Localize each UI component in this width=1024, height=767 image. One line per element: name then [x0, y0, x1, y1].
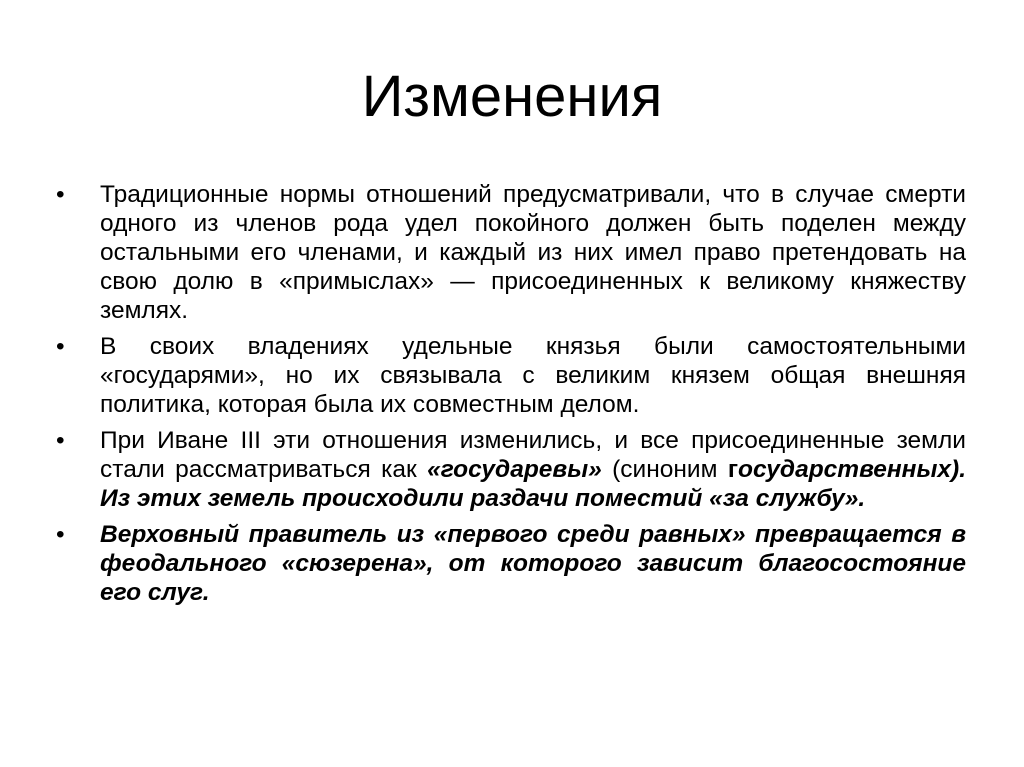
bullet-text-plain: При Иване III эти отношения изменились, и все присоединенные земли стали рассматриваться как	[100, 427, 966, 483]
bullet-item	[56, 426, 966, 513]
bullet-text	[100, 427, 966, 512]
bullet-text-bold: г	[727, 456, 739, 483]
bullet-text-emphasis: осударственных). Из этих земель происходили раздачи поместий «за службу».	[100, 456, 966, 512]
bullet-icon: •	[56, 521, 65, 548]
bullet-item	[56, 520, 966, 607]
bullet-icon: •	[56, 427, 65, 454]
bullet-text-emphasis: «государевы»	[427, 456, 602, 483]
bullet-text: Традиционные нормы отношений предусматривали, что в случае смерти одного из членов рода удел покойного должен быть поделен между остальными его членами, и каждый из них имел право претендовать на свою долю в «примыслах» — присоединенных к великому княжеству землях.	[100, 181, 966, 324]
bullet-list	[56, 180, 966, 614]
slide-title: Изменения	[361, 64, 663, 129]
bullet-item	[56, 180, 966, 325]
bullet-icon: •	[56, 181, 65, 208]
bullet-text-plain: (синоним	[601, 456, 728, 483]
bullet-text: В своих владениях удельные князья были самостоятельными «государями», но их связывала с великим князем общая внешняя политика, которая была их совместным делом.	[100, 333, 966, 418]
bullet-item	[56, 332, 966, 419]
bullet-text: Верховный правитель из «первого среди равных» превращается в феодального «сюзерена», от которого зависит благосостояние его слуг.	[100, 521, 966, 606]
bullet-icon: •	[56, 333, 65, 360]
